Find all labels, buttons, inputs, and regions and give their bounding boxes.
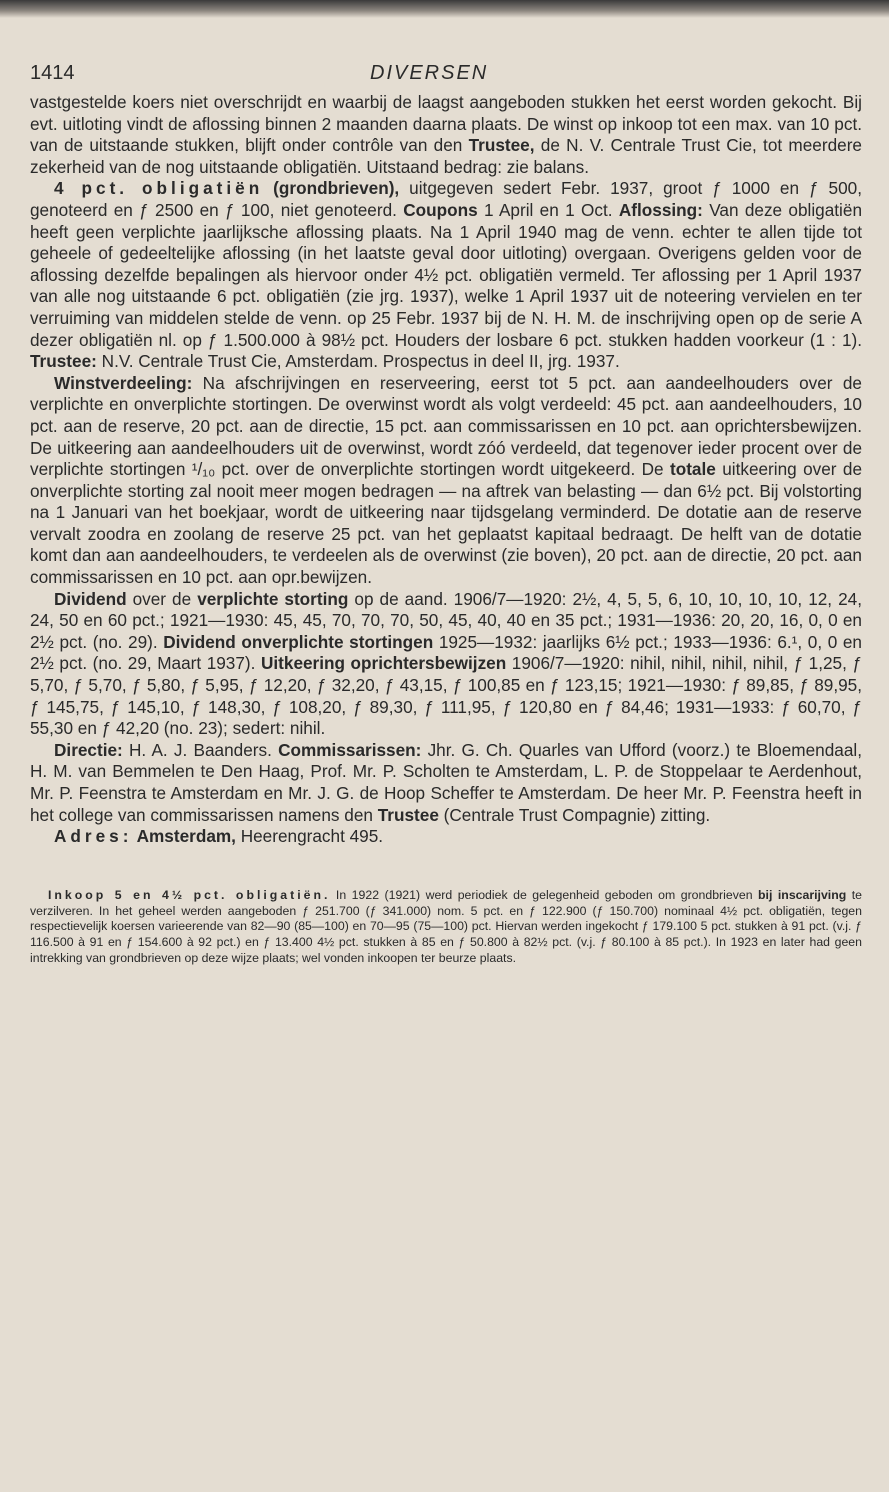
paragraph-board xyxy=(30,740,862,826)
spaced-heading: 4 pct. obligatiën xyxy=(54,178,264,199)
bold-run: Directie: xyxy=(54,739,123,760)
bold-run: Dividend onverplichte stortingen xyxy=(163,631,434,652)
main-text xyxy=(30,92,862,848)
spaced-heading: Adres: xyxy=(54,826,133,847)
page-header xyxy=(30,58,862,92)
text-run: de N. V. Centrale Trust Cie, tot meerdere zekerheid van de nog uitstaande obligatiën. Uitstaand bedrag: zie balans. xyxy=(30,135,862,177)
bold-run: verplichte storting xyxy=(197,588,349,609)
text-run: (Centrale Trust Compagnie) zitting. xyxy=(438,804,711,825)
bold-run: Commissarissen: xyxy=(278,739,422,760)
spaced-heading: Inkoop 5 en 4½ pct. obligatiën. xyxy=(48,887,331,902)
document-page xyxy=(30,58,862,967)
bold-run: Trustee xyxy=(377,804,439,825)
footnote xyxy=(30,888,862,967)
paragraph-address xyxy=(30,826,862,848)
text-run: N.V. Centrale Trust Cie, Amsterdam. Prospectus in deel II, jrg. 1937. xyxy=(96,351,620,372)
text-run: uitkeering over de onverplichte storting zal nooit meer mogen bedragen — na aftrek van belasting — dan 6½ pct. Bij volstorting na 1 Januari van het boekjaar, wordt de uitkeering naar tijdsgelang verminderd. De dotatie aan de reserve vervalt zoodra en zoolang de reserve 25 pct. van het geplaatst kapitaal bedraagt. De helft van de dotatie komt dan aan aandeelhouders, te verdeelen als de overwinst (zie boven), 20 pct. aan de directie, 20 pct. aan commissarissen en 10 pct. aan opr.bewijzen. xyxy=(30,459,863,588)
running-head: DIVERSEN xyxy=(370,62,489,84)
page-number: 1414 xyxy=(30,62,75,84)
paragraph-dividends xyxy=(30,589,862,740)
paragraph-profit-distribution xyxy=(30,373,862,589)
paragraph-buyback-terms xyxy=(30,92,862,178)
text-run: vastgestelde koers niet overschrijdt en waarbij de laagst aangeboden stukken het eerst worden gekocht. Bij evt. uitloting vindt de aflossing binnen 2 maanden daarna plaats. De winst op inkoop tot een max. van 10 pct. van de uitstaande stukken, blijft onder contrôle van den xyxy=(30,92,862,156)
bold-run: Amsterdam, xyxy=(132,826,236,847)
text-run: uitgegeven sedert Febr. 1937, groot ƒ 1000 en ƒ 500, genoteerd en ƒ 2500 en ƒ 100, niet genoteerd. xyxy=(30,178,862,220)
bold-run: (grondbrieven), xyxy=(263,178,400,199)
footnote-paragraph xyxy=(30,888,862,967)
text-run: Van deze obligatiën heeft geen verplichte jaarlijksche aflossing plaats. Na 1 April 1940 mag de venn. echter te allen tijde tot geheele of gedeeltelijke aflossing (in het laatste geval door uitloting) overgaan. Overigens gelden voor de aflossing dezelfde bepalingen als hiervoor onder 4½ pct. obligatiën vermeld. Ter aflossing per 1 April 1937 van alle nog uitstaande 6 pct. obligatiën (zie jrg. 1937), welke 1 April 1937 uit de noteering vervielen en ter verruiming van middelen stelde de venn. op 25 Febr. 1937 bij de N. H. M. de inschrijving open op de serie A dezer obligatiën nl. op ƒ 1.500.000 à 98½ pct. Houders der losbare 6 pct. stukken hadden voorkeur (1 : 1). xyxy=(30,199,862,350)
text-run: te verzilveren. In het geheel werden aangeboden ƒ 251.700 (ƒ 341.000) nom. 5 pct. en ƒ 122.900 (ƒ 150.700) nominaal 4½ pct. obligatiën, tegen respectievelijk koersen varieerende van 82—90 (85—100) en 70—95 (75—100) pct. Hiervan werden ingekocht ƒ 179.100 5 pct. stukken à 91 pct. (v.j. ƒ 116.500 à 91 en ƒ 154.600 à 92 pct.) en ƒ 13.400 4½ pct. stukken à 85 en ƒ 50.800 à 82½ pct. (v.j. ƒ 80.100 à 85 pct.). In 1923 en later had geen intrekking van grondbrieven op deze wijze plaats; wel vonden inkoopen ter beurze plaats. xyxy=(30,887,862,965)
bold-run: bij inscarijving xyxy=(758,887,847,902)
bold-run: Trustee: xyxy=(30,351,97,372)
text-run: Jhr. G. Ch. Quarles van Ufford (voorz.) te Bloemendaal, H. M. van Bemmelen te Den Haag, Prof. Mr. P. Scholten te Amsterdam, L. P. de Stoppelaar te Aerdenhout, Mr. P. Feenstra te Amsterdam en Mr. J. G. de Hoop Scheffer te Amsterdam. De heer Mr. P. Feenstra heeft in het college van commissarissen namens den xyxy=(30,739,862,825)
text-run: H. A. J. Baanders. xyxy=(122,739,279,760)
text-run: 1906/7—1920: nihil, nihil, nihil, nihil, ƒ 1,25, ƒ 5,70, ƒ 5,70, ƒ 5,80, ƒ 5,95, ƒ 12,20, ƒ 32,20, ƒ 43,15, ƒ 100,85 en ƒ 123,15; 1921—1930: ƒ 89,85, ƒ 89,95, ƒ 145,75, ƒ 145,10, ƒ 148,30, ƒ 108,20, ƒ 89,30, ƒ 111,95, ƒ 120,80 en ƒ 84,46; 1931—1933: ƒ 60,70, ƒ 55,30 en ƒ 42,20 (no. 23); sedert: nihil. xyxy=(30,653,862,739)
bold-run: Aflossing: xyxy=(618,199,703,220)
bold-run: Uitkeering oprichtersbewijzen xyxy=(260,653,507,674)
text-run: In 1922 (1921) werd periodiek de gelegenheid geboden om grondbrieven xyxy=(330,887,759,902)
scan-top-edge xyxy=(0,0,889,18)
bold-run: Winstverdeeling: xyxy=(54,372,193,393)
text-run: 1925—1932: jaarlijks 6½ pct.; 1933—1936: 6.¹, 0, 0 en 2½ pct. (no. 29, Maart 1937). xyxy=(30,631,862,674)
bold-run: Dividend xyxy=(54,588,127,609)
bold-run: Trustee, xyxy=(468,135,535,156)
text-run: 1 April en 1 Oct. xyxy=(477,199,619,220)
text-run: over de xyxy=(126,588,198,609)
paragraph-4pct-bonds xyxy=(30,178,862,372)
text-run: Heerengracht 495. xyxy=(235,826,384,847)
text-run: Na afschrijvingen en reserveering, eerst tot 5 pct. aan aandeelhouders over de verplichte en onverplichte stortingen. De overwinst wordt als volgt verdeeld: 45 pct. aan aandeelhouders, 10 pct. aan de reserve, 20 pct. aan de directie, 15 pct. aan commissarissen en 10 pct. aan oprichtersbewijzen. De uitkeering aan aandeelhouders uit de overwinst, wordt zóó verdeeld, dat tegenover ieder procent over de verplichte stortingen ¹/₁₀ pct. over de onverplichte stortingen wordt uitgekeerd. De xyxy=(30,372,862,480)
bold-run: totale xyxy=(669,459,716,480)
bold-run: Coupons xyxy=(403,199,478,220)
text-run: op de aand. 1906/7—1920: 2½, 4, 5, 5, 6, 10, 10, 10, 10, 12, 24, 24, 50 en 60 pct.; 1921—1930: 45, 45, 70, 70, 70, 50, 45, 40, 40 en 35 pct.; 1931—1936: 20, 20, 16, 0, 0 en 2½ pct. (no. 29). xyxy=(30,588,862,652)
